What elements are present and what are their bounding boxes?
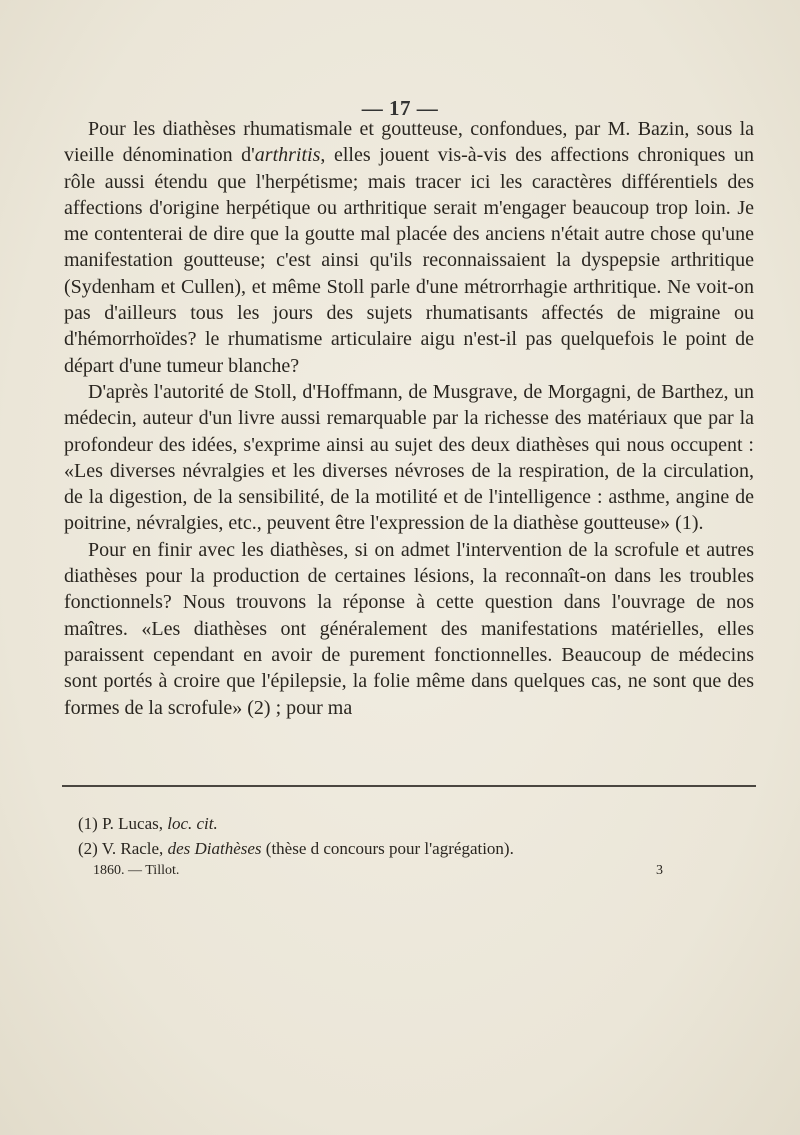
paragraph-1-text-a: Pour les diathèses rhumatismale et goutteuse, confondues, par M. Bazin, sous la vieille dénomination d' (64, 118, 754, 167)
footnote-1-italic: loc. cit. (167, 814, 218, 833)
signature-mark: 1860. — Tillot. (93, 863, 180, 878)
footnote-2-text: (2) V. Racle, (78, 839, 168, 858)
paragraph-2 (64, 379, 754, 537)
paragraph-1-italic: arthritis (254, 144, 321, 167)
signature-line (93, 863, 663, 879)
footnote-1-text: (1) P. Lucas, (78, 814, 168, 833)
paragraph-1 (64, 116, 754, 379)
footnote-divider (62, 785, 756, 787)
footnote-2 (78, 836, 718, 861)
body-text (64, 116, 754, 721)
paragraph-2-text: D'après l'autorité de Stoll, d'Hoffmann, de Musgrave, de Morgagni, de Barthez, un médecin, auteur d'un livre aussi remarquable par la richesse des matériaux que par la profondeur des idées, s'exprime ainsi au sujet des deux diathèses qui nous occupent : «Les diverses névralgies et les diverses névroses de la respiration, de la circulation, de la digestion, de la sensibilité, de la motilité et de l'intelligence : asthme, angine de poitrine, névralgies, etc., peuvent être l'expression de la diathèse goutteuse» (1). (64, 380, 754, 535)
footnote-2-tail: (thèse d concours pour l'agrégation). (261, 839, 514, 858)
paragraph-3-text: Pour en finir avec les diathèses, si on admet l'intervention de la scrofule et autres diathèses pour la production de certaines lésions, la reconnaît-on dans les troubles fonctionnels? Nous trouvons la réponse à cette question dans l'ouvrage de nos maîtres. «Les diathèses ont généralement des manifestations matérielles, elles paraissent cependant en avoir de purement fonctionnelles. Beaucoup de médecins sont portés à croire que l'épilepsie, la folie même dans quelques cas, ne sont que des formes de la scrofule» (2) ; pour ma (64, 538, 754, 719)
footnote-2-italic: des Diathèses (167, 839, 262, 858)
paragraph-1-text-b: , elles jouent vis-à-vis des affections chroniques un rôle aussi étendu que l'herpétisme; mais tracer ici les caractères différentiels des affections d'origine herpétique ou arthritique serait m'engager beaucoup trop loin. Je me contenterai de dire que la goutte mal placée des anciens n'était autre chose qu'une manifestation goutteuse; c'est ainsi qu'ils reconnaissaient la dyspepsie arthritique (Sydenham et Cullen), et même Stoll parle d'une métrorrhagie arthritique. Ne voit-on pas d'ailleurs tous les jours des sujets rhumatisants affectés de migraine ou d'hémorrhoïdes? le rhumatisme articulaire aigu n'est-il pas quelquefois le point de départ d'une tumeur blanche? (64, 144, 754, 377)
footnotes (78, 811, 718, 861)
page-number: — 17 — (361, 96, 439, 120)
paragraph-3 (64, 537, 754, 721)
signature-number: 3 (656, 863, 663, 878)
footnote-1 (78, 811, 718, 836)
